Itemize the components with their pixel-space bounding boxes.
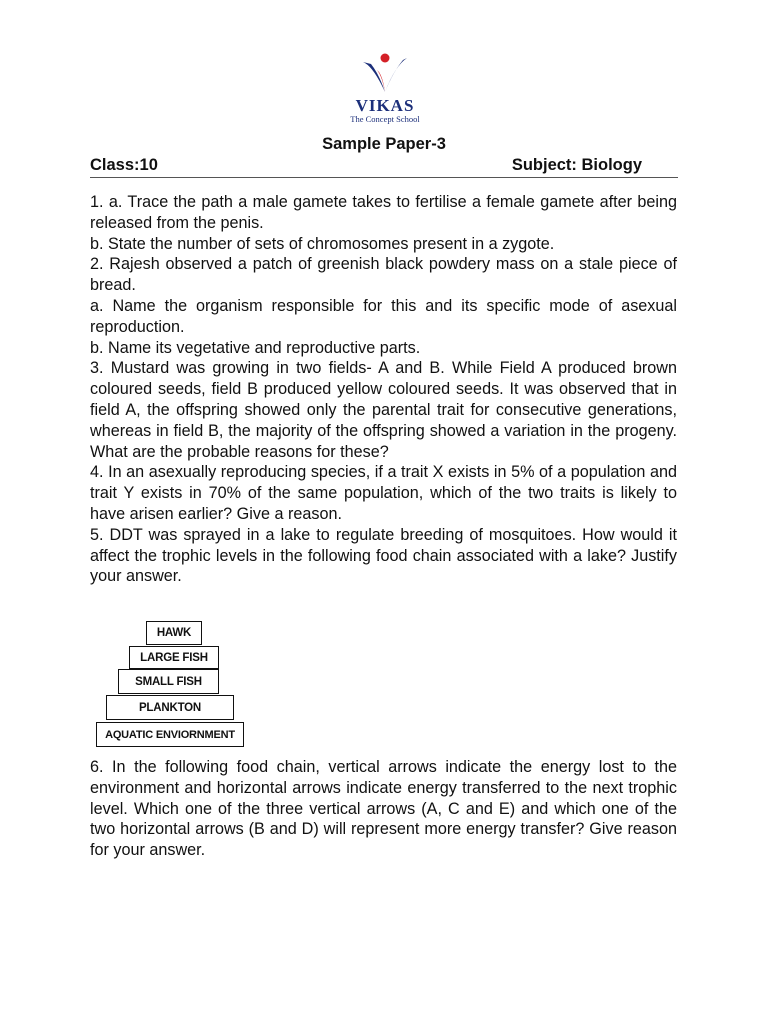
question-6: 6. In the following food chain, vertical arrows indicate the energy lost to the environment and horizontal arrows indicate energy transferred to the next trophic level. Which one of the three vertical arrows (A, C and E) and which one of the two horizontal arrows (B and D) will represent more energy transfer? Give reason for your answer.	[90, 758, 677, 860]
question-1a: 1. a. Trace the path a male gamete takes to fertilise a female gamete after being released from the penis.	[90, 193, 677, 232]
logo-tagline: The Concept School	[350, 114, 420, 124]
question-2: 2. Rajesh observed a patch of greenish black powdery mass on a stale piece of bread.	[90, 255, 677, 295]
question-4: 4. In an asexually reproducing species, if a trait X exists in 5% of a population and trait Y exists in 70% of the same population, which of the two traits is likely to have arisen earlier? Give a reason.	[90, 463, 677, 523]
food-chain-pyramid	[96, 621, 246, 751]
pyramid-level-aquatic-environment: AQUATIC ENVIORNMENT	[96, 722, 244, 747]
pyramid-level-hawk: HAWK	[146, 621, 202, 645]
question-1b: b. State the number of sets of chromosomes present in a zygote.	[90, 234, 555, 253]
paper-title: Sample Paper-3	[322, 135, 446, 153]
questions-section-2	[90, 757, 677, 861]
class-label: Class:10	[90, 156, 158, 174]
question-2a: a. Name the organism responsible for this and its specific mode of asexual reproduction.	[90, 296, 677, 336]
question-3: 3. Mustard was growing in two fields- A and B. While Field A produced brown coloured seeds, field B produced yellow coloured seeds. It was observed that in field A, the offspring showed only the parental trait for consecutive generations, whereas in field B, the majority of the offspring showed a variation in the progeny. What are the probable reasons for these?	[90, 359, 677, 461]
header-divider	[90, 177, 678, 178]
vikas-emblem-icon	[359, 52, 411, 96]
pyramid-level-plankton: PLANKTON	[106, 695, 234, 720]
pyramid-level-small-fish: SMALL FISH	[118, 669, 219, 694]
subject-label: Subject: Biology	[511, 156, 642, 174]
questions-section-1	[90, 192, 677, 587]
school-logo	[337, 52, 433, 130]
pyramid-level-large-fish: LARGE FISH	[129, 646, 219, 669]
question-5: 5. DDT was sprayed in a lake to regulate breeding of mosquitoes. How would it affect the trophic levels in the following food chain associated with a lake? Justify your answer.	[90, 525, 677, 586]
logo-name: VIKAS	[355, 96, 415, 115]
question-2b: b. Name its vegetative and reproductive parts.	[90, 338, 421, 357]
